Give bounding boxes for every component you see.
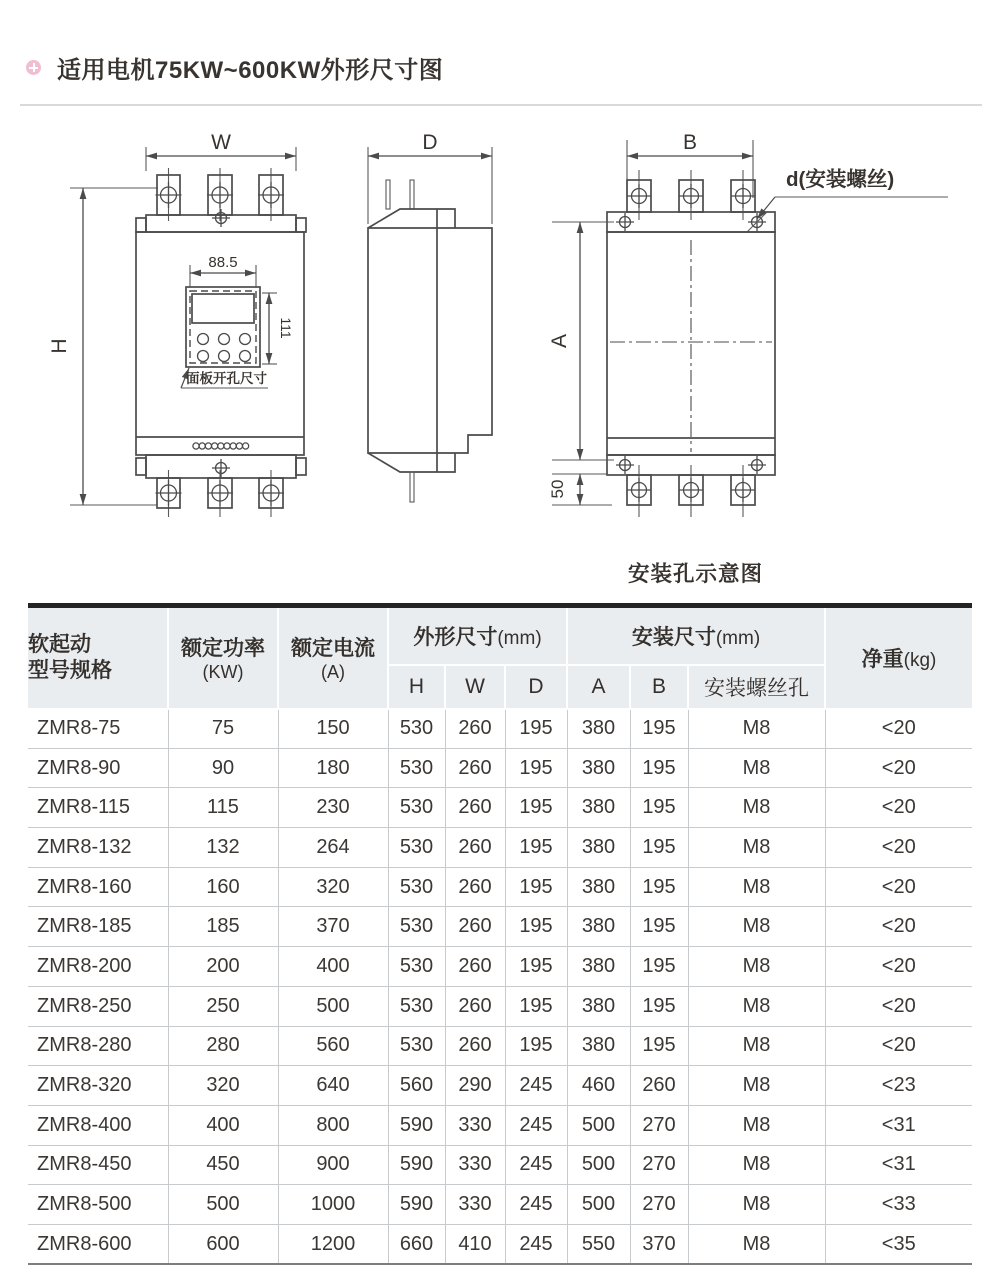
table-cell: M8 <box>688 986 825 1026</box>
table-cell: 260 <box>445 907 505 947</box>
table-cell: 460 <box>567 1066 630 1106</box>
table-cell: 245 <box>505 1185 567 1225</box>
table-cell: 260 <box>445 788 505 828</box>
title-divider <box>20 104 982 106</box>
table-row <box>28 867 972 907</box>
table-cell: 195 <box>505 709 567 749</box>
table-cell: ZMR8-90 <box>28 748 168 788</box>
table-cell: 264 <box>278 828 388 868</box>
table-cell: 530 <box>388 788 445 828</box>
header-model: 软起动 型号规格 <box>28 606 168 709</box>
table-cell: 450 <box>168 1145 278 1185</box>
table-cell: 500 <box>567 1185 630 1225</box>
table-cell: 560 <box>278 1026 388 1066</box>
table-cell: <33 <box>825 1185 972 1225</box>
table-cell: <20 <box>825 947 972 987</box>
table-cell: <20 <box>825 828 972 868</box>
table-cell: 195 <box>630 1026 688 1066</box>
table-cell: 500 <box>567 1105 630 1145</box>
table-cell: 195 <box>630 748 688 788</box>
table-cell: <20 <box>825 709 972 749</box>
table-row <box>28 1224 972 1264</box>
table-cell: <35 <box>825 1224 972 1264</box>
table-cell: 380 <box>567 907 630 947</box>
table-cell: 400 <box>168 1105 278 1145</box>
table-cell: 195 <box>505 907 567 947</box>
table-cell: <20 <box>825 867 972 907</box>
table-cell: 530 <box>388 947 445 987</box>
table-cell: 200 <box>168 947 278 987</box>
table-cell: 115 <box>168 788 278 828</box>
spec-table-body <box>28 709 972 1265</box>
table-cell: 290 <box>445 1066 505 1106</box>
spec-table <box>28 603 972 1265</box>
table-cell: ZMR8-75 <box>28 709 168 749</box>
table-cell: 560 <box>388 1066 445 1106</box>
table-cell: M8 <box>688 1224 825 1264</box>
table-cell: 550 <box>567 1224 630 1264</box>
header-mount-dims-group: 安装尺寸(mm) <box>567 606 825 665</box>
table-cell: 260 <box>445 986 505 1026</box>
table-cell: 370 <box>278 907 388 947</box>
table-cell: 410 <box>445 1224 505 1264</box>
table-row <box>28 828 972 868</box>
table-cell: 195 <box>505 986 567 1026</box>
header-col-b: B <box>630 665 688 709</box>
table-cell: 660 <box>388 1224 445 1264</box>
table-cell: M8 <box>688 947 825 987</box>
table-cell: 280 <box>168 1026 278 1066</box>
header-rated-power: 额定功率 (KW) <box>168 606 278 709</box>
page-title: 适用电机75KW~600KW外形尺寸图 <box>57 57 444 84</box>
table-cell: 530 <box>388 709 445 749</box>
table-cell: 530 <box>388 1026 445 1066</box>
table-cell: ZMR8-320 <box>28 1066 168 1106</box>
dim-label-panel-height: 111 <box>278 317 294 339</box>
table-row <box>28 788 972 828</box>
table-cell: 530 <box>388 867 445 907</box>
table-cell: ZMR8-160 <box>28 867 168 907</box>
table-cell: 330 <box>445 1185 505 1225</box>
dim-label-50: 50 <box>548 479 567 499</box>
table-cell: 320 <box>278 867 388 907</box>
table-row <box>28 1026 972 1066</box>
table-cell: <23 <box>825 1066 972 1106</box>
header-rated-current: 额定电流 (A) <box>278 606 388 709</box>
table-cell: 195 <box>505 828 567 868</box>
table-cell: ZMR8-250 <box>28 986 168 1026</box>
table-cell: 590 <box>388 1185 445 1225</box>
table-cell: 195 <box>630 788 688 828</box>
table-cell: 245 <box>505 1105 567 1145</box>
section-header <box>26 50 443 85</box>
table-cell: 380 <box>567 828 630 868</box>
table-cell: 800 <box>278 1105 388 1145</box>
table-cell: M8 <box>688 1185 825 1225</box>
table-cell: 380 <box>567 867 630 907</box>
table-cell: 260 <box>445 748 505 788</box>
table-cell: 250 <box>168 986 278 1026</box>
table-cell: 260 <box>445 867 505 907</box>
table-cell: 530 <box>388 748 445 788</box>
table-cell: 380 <box>567 748 630 788</box>
table-cell: 380 <box>567 986 630 1026</box>
table-cell: M8 <box>688 788 825 828</box>
table-cell: 180 <box>278 748 388 788</box>
table-cell: 195 <box>630 709 688 749</box>
table-cell: <20 <box>825 986 972 1026</box>
table-row <box>28 986 972 1026</box>
table-cell: M8 <box>688 1105 825 1145</box>
mounting-hole-caption: 安装孔示意图 <box>628 562 764 586</box>
table-cell: ZMR8-185 <box>28 907 168 947</box>
table-cell: 530 <box>388 986 445 1026</box>
table-cell: <20 <box>825 907 972 947</box>
table-cell: 530 <box>388 907 445 947</box>
table-cell: 260 <box>445 828 505 868</box>
header-col-h: H <box>388 665 445 709</box>
table-cell: 320 <box>168 1066 278 1106</box>
table-cell: 260 <box>630 1066 688 1106</box>
table-cell: 500 <box>278 986 388 1026</box>
table-cell: 370 <box>630 1224 688 1264</box>
table-cell: <31 <box>825 1105 972 1145</box>
table-cell: 132 <box>168 828 278 868</box>
front-view <box>48 131 306 517</box>
table-cell: 195 <box>630 828 688 868</box>
table-cell: 75 <box>168 709 278 749</box>
table-cell: <20 <box>825 748 972 788</box>
table-cell: 590 <box>388 1105 445 1145</box>
table-cell: ZMR8-500 <box>28 1185 168 1225</box>
table-cell: M8 <box>688 828 825 868</box>
table-row <box>28 947 972 987</box>
dim-label-h: H <box>48 338 71 354</box>
table-cell: 1000 <box>278 1185 388 1225</box>
table-cell: 530 <box>388 828 445 868</box>
header-outline-dims-group: 外形尺寸(mm) <box>388 606 567 665</box>
table-cell: 900 <box>278 1145 388 1185</box>
pink-plus-bullet-icon <box>26 60 41 75</box>
vent-holes <box>193 443 249 449</box>
table-cell: 195 <box>630 947 688 987</box>
table-cell: M8 <box>688 1066 825 1106</box>
dim-label-panel-width: 88.5 <box>208 254 238 271</box>
header-net-weight: 净重(kg) <box>825 606 972 709</box>
table-cell: M8 <box>688 709 825 749</box>
table-cell: 195 <box>505 867 567 907</box>
table-cell: 500 <box>567 1145 630 1185</box>
table-cell: 90 <box>168 748 278 788</box>
table-cell: 150 <box>278 709 388 749</box>
table-cell: 230 <box>278 788 388 828</box>
header-col-w: W <box>445 665 505 709</box>
table-cell: 160 <box>168 867 278 907</box>
table-cell: 330 <box>445 1105 505 1145</box>
dim-label-b: B <box>682 131 698 154</box>
table-cell: ZMR8-400 <box>28 1105 168 1145</box>
table-cell: M8 <box>688 867 825 907</box>
spec-table-header <box>28 606 972 709</box>
table-cell: M8 <box>688 1026 825 1066</box>
side-view <box>368 131 492 502</box>
table-cell: ZMR8-200 <box>28 947 168 987</box>
table-cell: 330 <box>445 1145 505 1185</box>
table-cell: 590 <box>388 1145 445 1185</box>
table-cell: 380 <box>567 788 630 828</box>
dimension-drawings <box>0 118 1000 600</box>
table-cell: ZMR8-600 <box>28 1224 168 1264</box>
table-cell: <31 <box>825 1145 972 1185</box>
table-cell: 245 <box>505 1066 567 1106</box>
table-cell: 270 <box>630 1185 688 1225</box>
header-col-d: D <box>505 665 567 709</box>
table-row <box>28 907 972 947</box>
table-cell: <20 <box>825 788 972 828</box>
header-screw-hole: 安装螺丝孔 <box>688 665 825 709</box>
table-row <box>28 1145 972 1185</box>
table-cell: 1200 <box>278 1224 388 1264</box>
table-cell: 380 <box>567 1026 630 1066</box>
table-row <box>28 1105 972 1145</box>
panel-cutout-note: 面板开孔尺寸 <box>186 371 267 386</box>
table-cell: 600 <box>168 1224 278 1264</box>
table-cell: M8 <box>688 748 825 788</box>
table-cell: M8 <box>688 1145 825 1185</box>
table-cell: M8 <box>688 907 825 947</box>
table-row <box>28 709 972 749</box>
table-cell: 380 <box>567 947 630 987</box>
table-cell: ZMR8-280 <box>28 1026 168 1066</box>
table-cell: 195 <box>630 986 688 1026</box>
table-cell: 245 <box>505 1224 567 1264</box>
table-cell: 195 <box>630 867 688 907</box>
table-row <box>28 1185 972 1225</box>
table-cell: ZMR8-450 <box>28 1145 168 1185</box>
header-col-a: A <box>567 665 630 709</box>
table-cell: 195 <box>630 907 688 947</box>
table-cell: 270 <box>630 1145 688 1185</box>
table-row <box>28 748 972 788</box>
table-cell: ZMR8-115 <box>28 788 168 828</box>
table-cell: 500 <box>168 1185 278 1225</box>
table-cell: 400 <box>278 947 388 987</box>
mounting-screw-note: d(安装螺丝) <box>786 168 895 191</box>
table-row <box>28 1066 972 1106</box>
table-cell: 245 <box>505 1145 567 1185</box>
table-cell: 270 <box>630 1105 688 1145</box>
table-cell: 195 <box>505 748 567 788</box>
table-cell: 260 <box>445 1026 505 1066</box>
table-cell: 185 <box>168 907 278 947</box>
table-cell: 260 <box>445 947 505 987</box>
table-cell: 195 <box>505 1026 567 1066</box>
table-cell: 195 <box>505 788 567 828</box>
table-cell: 380 <box>567 709 630 749</box>
dim-label-d: D <box>422 131 438 154</box>
table-cell: <20 <box>825 1026 972 1066</box>
dim-label-w: W <box>211 131 231 154</box>
table-cell: 260 <box>445 709 505 749</box>
table-cell: 195 <box>505 947 567 987</box>
table-cell: 640 <box>278 1066 388 1106</box>
rear-view <box>548 131 948 586</box>
dim-label-a: A <box>548 333 571 349</box>
table-cell: ZMR8-132 <box>28 828 168 868</box>
